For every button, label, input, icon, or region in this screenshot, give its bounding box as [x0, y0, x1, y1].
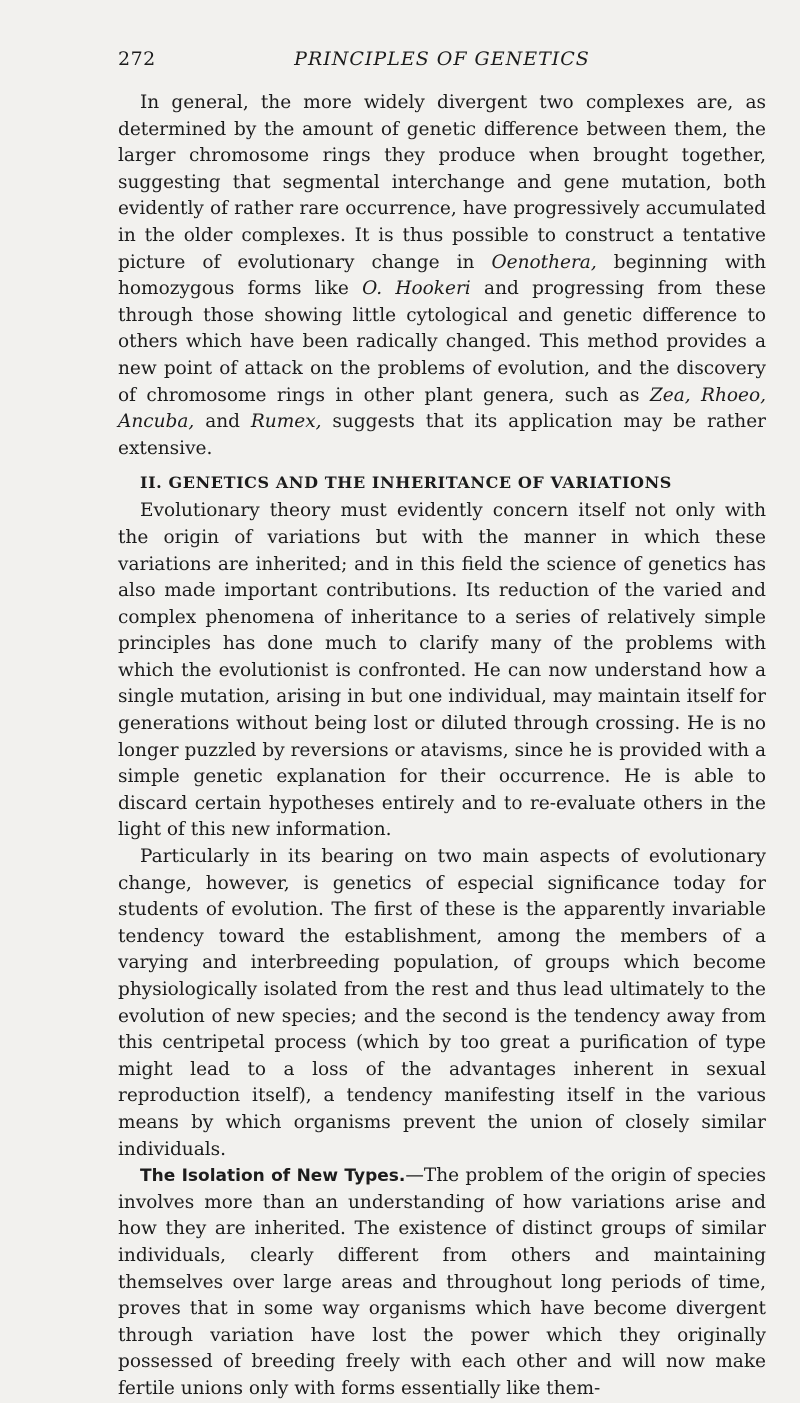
- paragraph-text: and progressing from these through those showing little cytological and genetic difference to others which have been radically changed. This method provides a new point of attack on the problems of evolution, and the discovery of chromosome rings in other plant genera, such as: [118, 278, 767, 406]
- paragraph-isolation: [118, 1163, 766, 1402]
- paragraph-evolutionary-theory: Evolutionary theory must evidently concern itself not only with the origin of variations but with the manner in which these variations are inherited; and in this field the science of genetics has also made important contributions. Its reduction of the varied and complex phenomena of inheritance to a series of relatively simple principles has done much to clarify many of the problems with which the evolutionist is confronted. He can now understand how a single mutation, arising in but one individual, may maintain itself for generations without being lost or diluted through crossing. He is no longer puzzled by reversions or atavisms, since he is provided with a simple genetic explanation for their occurrence. He is able to discard certain hypotheses entirely and to re-evaluate others in the light of this new information.: [118, 500, 766, 841]
- page-body: [118, 90, 766, 1403]
- paragraph-two-aspects: Particularly in its bearing on two main aspects of evolutionary change, however, is genetics of especial significance today for students of evolution. The first of these is the apparently invariable tendency toward the establishment, among the members of a varying and interbreeding population, of groups which become physiologically isolated from the rest and thus lead ultimately to the evolution of new species; and the second is the tendency away from this centripetal process (which by too great a purification of type might lead to a loss of the advantages inherent in sexual reproduction itself), a tendency manifesting itself in the various means by which organisms prevent the union of closely similar individuals.: [118, 846, 766, 1160]
- page-number: 272: [118, 48, 156, 70]
- running-head: [118, 48, 766, 78]
- italic-term: O. Hookeri: [362, 278, 471, 300]
- paragraph-text: suggests that its application may be rather extensive.: [118, 411, 766, 459]
- italic-term: Rumex,: [250, 411, 322, 433]
- paragraph-text: and: [194, 411, 251, 433]
- section-heading: II. GENETICS AND THE INHERITANCE OF VARIATIONS: [140, 473, 672, 493]
- paragraph-text: —The problem of the origin of species involves more than an understanding of how variations arise and how they are inherited. The existence of distinct groups of similar individuals, clearly different from others and maintaining themselves over large areas and throughout long periods of time, proves that in some way organisms which have become divergent through variation have lost the power which they originally possessed of breeding freely with each other and will now make fertile unions only with forms essentially like them-: [118, 1165, 766, 1399]
- run-in-heading: The Isolation of New Types.: [140, 1166, 406, 1187]
- book-page: [118, 48, 766, 1403]
- paragraph-text: beginning with homozygous forms like: [118, 251, 766, 300]
- italic-term: Oenothera,: [491, 251, 597, 273]
- paragraph-oenothera: [118, 90, 766, 462]
- running-title: PRINCIPLES OF GENETICS: [294, 48, 590, 70]
- paragraph-text: In general, the more widely divergent two complexes are, as determined by the amount of genetic difference between them, the larger chromosome rings they produce when brought together, suggesting that segmental interchange and gene mutation, both evidently of rather rare occurrence, have progressively accumulated in the older complexes. It is thus possible to construct a tentative picture of evolutionary change in: [118, 92, 766, 273]
- italic-term: Zea, Rhoeo, Ancuba,: [118, 384, 766, 433]
